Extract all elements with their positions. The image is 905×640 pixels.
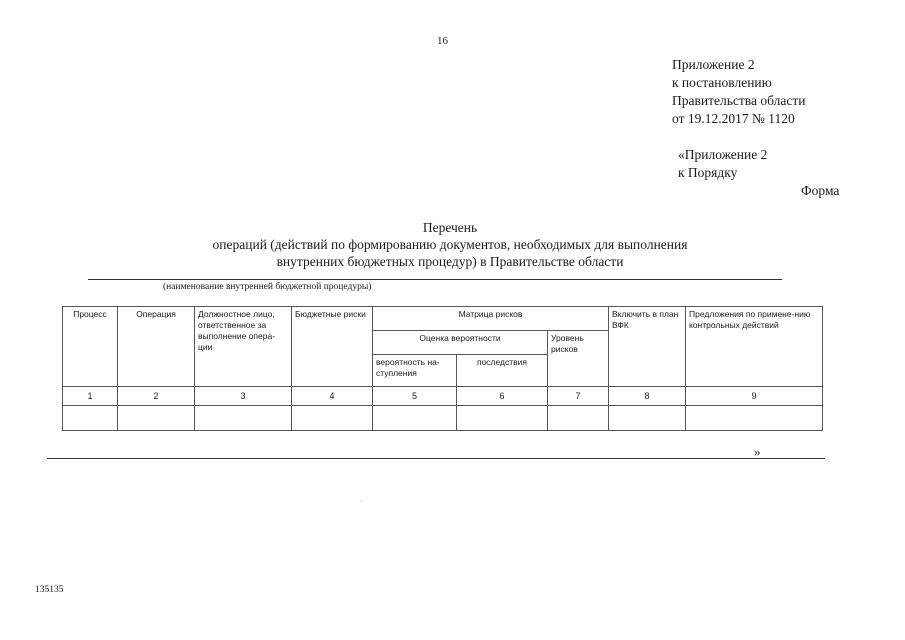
header-include-vfk: Включить в план ВФК <box>609 307 686 387</box>
column-number: 2 <box>118 387 195 406</box>
empty-cell <box>373 406 457 431</box>
header-risk-matrix: Матрица рисков <box>373 307 609 331</box>
appendix-line: к постановлению <box>672 75 772 90</box>
appendix-line: Правительства области <box>672 93 806 108</box>
bottom-rule <box>47 458 825 459</box>
title-line: внутренних бюджетных процедур) в Правительстве области <box>276 254 624 269</box>
empty-cell <box>118 406 195 431</box>
header-probability-assessment: Оценка вероятности <box>373 331 548 355</box>
appendix-order-line: к Порядку <box>678 165 738 180</box>
column-number: 5 <box>373 387 457 406</box>
empty-cell <box>63 406 118 431</box>
column-number: 3 <box>195 387 292 406</box>
empty-table-row <box>63 406 823 431</box>
column-number: 6 <box>457 387 548 406</box>
scan-speck: · <box>360 497 363 506</box>
header-process: Процесс <box>63 307 118 387</box>
header-probability: вероятность на-ступления <box>373 355 457 387</box>
empty-cell <box>457 406 548 431</box>
appendix-line: Приложение 2 <box>672 57 755 72</box>
form-label: Форма <box>801 183 840 198</box>
procedure-name-caption: (наименование внутренней бюджетной процедуры) <box>163 282 372 292</box>
column-number-row <box>63 387 823 406</box>
column-number: 1 <box>63 387 118 406</box>
empty-cell <box>195 406 292 431</box>
header-budget-risks: Бюджетные риски <box>292 307 373 387</box>
risk-table <box>62 306 823 431</box>
header-proposals: Предложения по примене-нию контрольных действий <box>686 307 823 387</box>
column-number: 4 <box>292 387 373 406</box>
empty-cell <box>686 406 823 431</box>
title-line: Перечень <box>422 220 478 235</box>
column-number: 7 <box>548 387 609 406</box>
header-consequences: последствия <box>457 355 548 387</box>
empty-cell <box>609 406 686 431</box>
appendix-order-header <box>678 146 767 182</box>
document-title <box>150 219 750 270</box>
appendix-line: от 19.12.2017 № 1120 <box>672 111 795 126</box>
page-number: 16 <box>437 35 448 47</box>
closing-quote: » <box>754 444 761 459</box>
header-risk-level: Уровень рисков <box>548 331 609 387</box>
column-number: 8 <box>609 387 686 406</box>
document-code: 135135 <box>35 585 64 595</box>
title-line: операций (действий по формированию документов, необходимых для выполнения <box>212 237 688 252</box>
column-number: 9 <box>686 387 823 406</box>
header-operation: Операция <box>118 307 195 387</box>
empty-cell <box>292 406 373 431</box>
appendix-header <box>672 56 805 128</box>
header-official: Должностное лицо, ответственное за выполнение опера-ции <box>195 307 292 387</box>
empty-cell <box>548 406 609 431</box>
appendix-order-line: «Приложение 2 <box>678 147 768 162</box>
procedure-name-line <box>88 279 782 280</box>
